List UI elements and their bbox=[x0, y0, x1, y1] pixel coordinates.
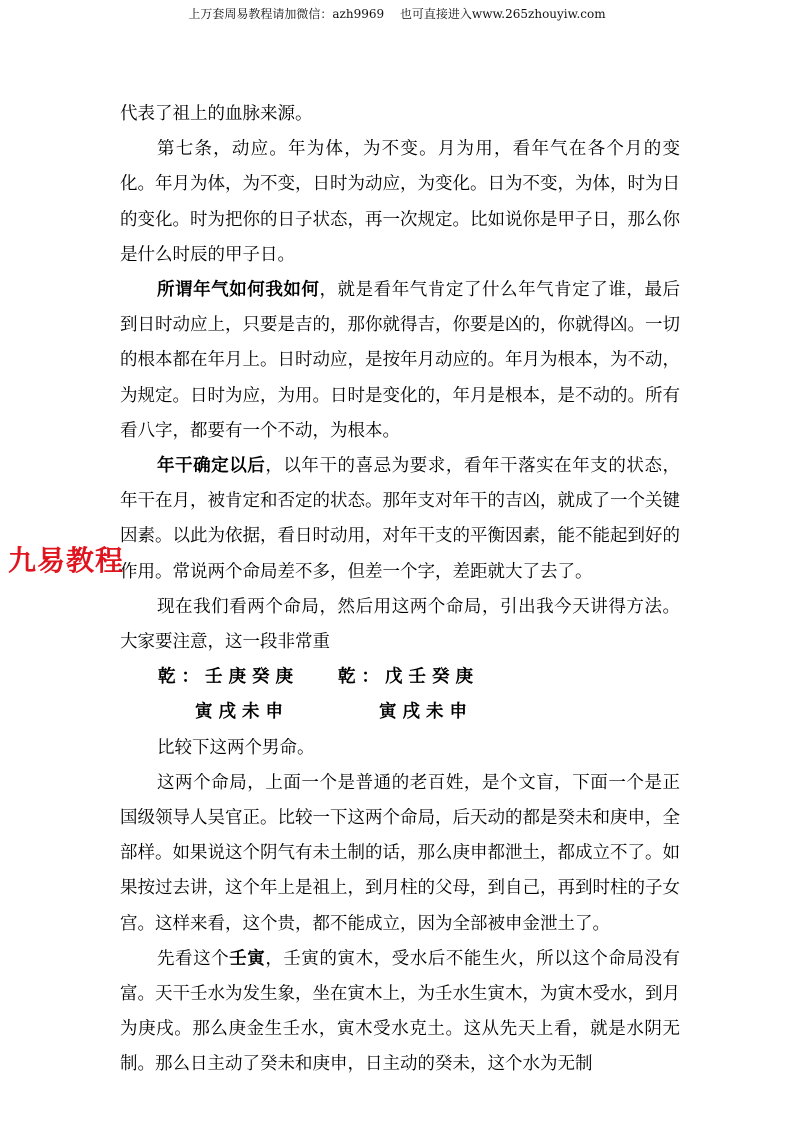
paragraph-6: 比较下这两个男命。 bbox=[157, 737, 315, 758]
paragraph-1: 代表了祖上的血脉来源。 bbox=[120, 104, 313, 124]
paragraph-2: 第七条，动应。年为体，为不变。月为用，看年气在各个月的变化。年月为体，为不变，日时为动应，为变化。日为不变，为体，时为日的变化。时为把你的日子状态，再一次规定。比如说你是甲子日，那么你是什么时辰的甲子日。 bbox=[120, 139, 680, 265]
highlight-phrase: 所谓年气如何我如何 bbox=[157, 280, 320, 301]
highlight-phrase: 年干确定以后 bbox=[157, 456, 266, 477]
paragraph-8 bbox=[120, 942, 680, 1083]
paragraph-3 bbox=[120, 273, 680, 449]
highlight-phrase: 壬寅 bbox=[229, 948, 266, 969]
paragraph-text: ，以年干的喜忌为要求，看年干落实在年支的状态，年干在月，被肯定和否定的状态。那年支对年干的吉凶，就成了一个关键因素。以此为依据，看日时动用，对年干支的平衡因素，能不能起到好的作用。常说两个命局差不多，但差一个字，差距就大了去了。 bbox=[120, 456, 681, 582]
paragraph-text: 先看这个 bbox=[157, 948, 230, 969]
chart-left-branches: 寅戌未申 bbox=[195, 702, 289, 723]
bazi-branches-row bbox=[120, 695, 680, 730]
chart-right-branches: 寅戌未申 bbox=[379, 702, 473, 723]
bazi-stems-row bbox=[120, 660, 680, 695]
chart-left-stems: 乾：壬庚癸庚 bbox=[158, 667, 299, 688]
paragraph-4 bbox=[120, 449, 680, 590]
paragraph-text: ，壬寅的寅木，受水后不能生火，所以这个命局没有富。天干壬水为发生象，坐在寅木上，为壬水生寅木，为寅木受水，到月为庚戌。那么庚金生壬水，寅木受水克土。这从先天上看，就是水阴无制。那么日主动了癸未和庚申，日主动的癸未，这个水为无制 bbox=[120, 948, 681, 1075]
paragraph-5: 现在我们看两个命局，然后用这两个命局，引出我今天讲得方法。大家要注意，这一段非常重 bbox=[120, 596, 680, 653]
document-body bbox=[120, 97, 680, 1083]
paragraph-text: ，就是看年气肯定了什么年气肯定了谁，最后到日时动应上，只要是吉的，那你就得吉，你要是凶的，你就得凶。一切的根本都在年月上。日时动应，是按年月动应的。年月为根本，为不动，为规定。日时为应，为用。日时是变化的，年月是根本，是不动的。所有看八字，都要有一个不动，为根本。 bbox=[120, 280, 681, 441]
page-header: 上万套周易教程请加微信：azh9969 也可直接进入www.265zhouyiw.com bbox=[188, 7, 606, 21]
chart-right-stems: 乾：戊壬癸庚 bbox=[338, 667, 479, 688]
paragraph-7: 这两个命局，上面一个是普通的老百姓，是个文盲，下面一个是正国级领导人吴官正。比较一下这两个命局，后天动的都是癸未和庚申，全部样。如果说这个阴气有未土制的话，那么庚申都泄土，都成立不了。如果按过去讲，这个年上是祖上，到月柱的父母，到自己，再到时柱的子女宫。这样来看，这个贵，都不能成立，因为全部被申金泄土了。 bbox=[120, 772, 680, 934]
watermark-logo: 九易教程 bbox=[8, 544, 125, 577]
